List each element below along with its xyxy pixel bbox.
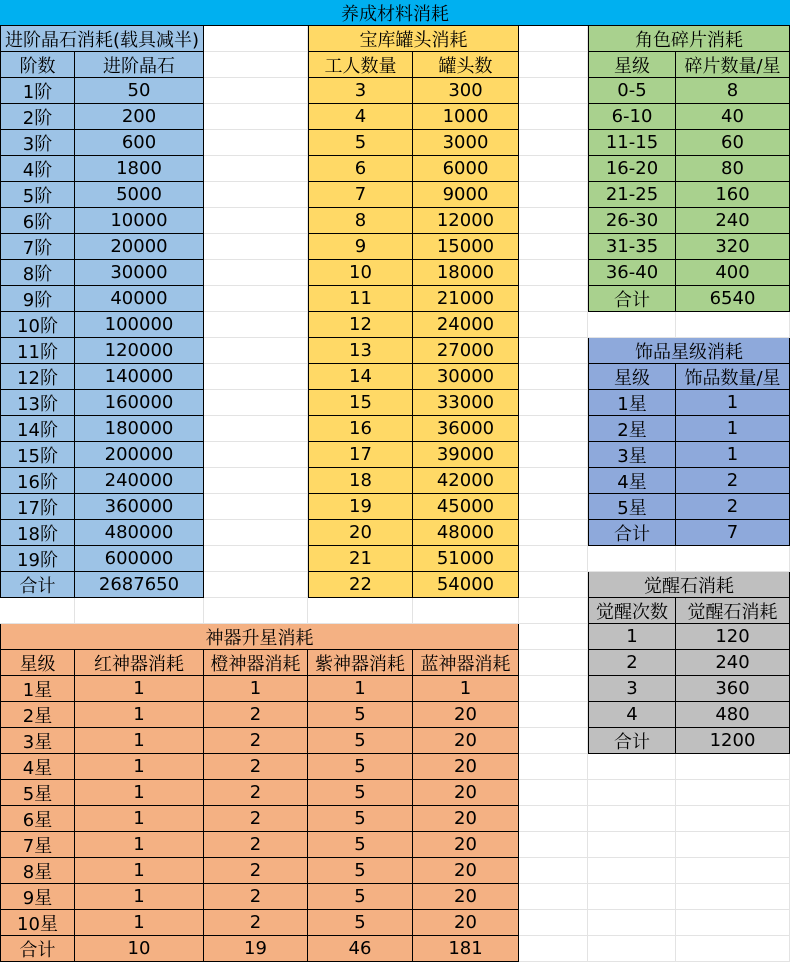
crystal-table-cell[interactable]: 180000 [75,416,204,442]
empty-cell [204,494,308,520]
shards-table-cell[interactable]: 31-35 [588,234,676,260]
crystal-table-cell[interactable]: 360000 [75,494,204,520]
vault-table-cell[interactable]: 36000 [413,416,519,442]
vault-table-cell[interactable]: 42000 [413,468,519,494]
vault-table-cell[interactable]: 6 [308,156,413,182]
empty-cell [519,702,588,728]
artifact-table-cell[interactable]: 20 [413,728,519,754]
empty-cell [204,182,308,208]
artifact-table-cell[interactable]: 2 [204,702,308,728]
artifact-table-cell[interactable]: 1 [75,858,204,884]
empty-cell [588,910,676,936]
awaken-table-cell[interactable]: 240 [676,650,790,676]
crystal-table-cell[interactable]: 15阶 [0,442,75,468]
awaken-table-cell[interactable]: 合计 [588,728,676,754]
awaken-table-header[interactable]: 觉醒石消耗 [676,598,790,624]
artifact-table-cell[interactable]: 5星 [0,780,75,806]
empty-cell [204,156,308,182]
artifact-table-cell[interactable]: 4星 [0,754,75,780]
artifact-table-cell[interactable]: 20 [413,780,519,806]
empty-cell [519,208,588,234]
artifact-table-cell[interactable]: 6星 [0,806,75,832]
crystal-table-title[interactable]: 进阶晶石消耗(载具减半) [0,26,204,52]
vault-table-title[interactable]: 宝库罐头消耗 [308,26,519,52]
crystal-table-cell[interactable]: 3阶 [0,130,75,156]
crystal-table-cell[interactable]: 5000 [75,182,204,208]
empty-cell [676,858,790,884]
vault-table-cell[interactable]: 33000 [413,390,519,416]
vault-table-cell[interactable]: 9 [308,234,413,260]
crystal-table-cell[interactable]: 12阶 [0,364,75,390]
artifact-table-cell[interactable]: 5 [308,728,413,754]
crystal-table-cell[interactable]: 480000 [75,520,204,546]
awaken-table-header[interactable]: 觉醒次数 [588,598,676,624]
empty-cell [519,130,588,156]
crystal-table-cell[interactable]: 20000 [75,234,204,260]
empty-cell [204,468,308,494]
artifact-table-cell[interactable]: 2 [204,806,308,832]
shards-table-cell[interactable]: 160 [676,182,790,208]
shards-table-cell[interactable]: 合计 [588,286,676,312]
shards-table-cell[interactable]: 6-10 [588,104,676,130]
empty-cell [519,156,588,182]
vault-table-cell[interactable]: 16 [308,416,413,442]
empty-cell [519,26,588,52]
crystal-table-cell[interactable]: 14阶 [0,416,75,442]
empty-cell [676,910,790,936]
empty-cell [519,728,588,754]
awaken-table-cell[interactable]: 1200 [676,728,790,754]
vault-table-cell[interactable]: 20 [308,520,413,546]
shards-table-header[interactable]: 星级 [588,52,676,78]
artifact-table-cell[interactable]: 1 [308,676,413,702]
crystal-table-cell[interactable]: 4阶 [0,156,75,182]
shards-table-cell[interactable]: 400 [676,260,790,286]
empty-cell [588,806,676,832]
empty-cell [204,130,308,156]
empty-cell [519,494,588,520]
crystal-table-cell[interactable]: 200 [75,104,204,130]
empty-cell [519,390,588,416]
crystal-table-cell[interactable]: 1800 [75,156,204,182]
accessory-table-cell[interactable]: 2星 [588,416,676,442]
empty-cell [676,936,790,962]
vault-table-cell[interactable]: 18000 [413,260,519,286]
crystal-table-cell[interactable]: 120000 [75,338,204,364]
shards-table-cell[interactable]: 16-20 [588,156,676,182]
artifact-table-cell[interactable]: 1 [75,676,204,702]
crystal-table-cell[interactable]: 合计 [0,572,75,598]
artifact-table-cell[interactable]: 1 [75,910,204,936]
vault-table-cell[interactable]: 4 [308,104,413,130]
artifact-table-cell[interactable]: 46 [308,936,413,962]
empty-cell [519,676,588,702]
empty-cell [676,546,790,572]
empty-cell [519,286,588,312]
crystal-table-cell[interactable]: 18阶 [0,520,75,546]
vault-table-cell[interactable]: 18 [308,468,413,494]
artifact-table-cell[interactable]: 19 [204,936,308,962]
empty-cell [676,780,790,806]
empty-cell [519,910,588,936]
crystal-table-header[interactable]: 阶数 [0,52,75,78]
artifact-table-cell[interactable]: 10星 [0,910,75,936]
empty-cell [519,650,588,676]
crystal-table-cell[interactable]: 240000 [75,468,204,494]
artifact-table-header[interactable]: 蓝神器消耗 [413,650,519,676]
crystal-table-cell[interactable]: 13阶 [0,390,75,416]
empty-cell [676,884,790,910]
empty-cell [676,806,790,832]
empty-cell [204,546,308,572]
empty-cell [519,312,588,338]
empty-cell [519,806,588,832]
empty-cell [519,936,588,962]
empty-cell [519,234,588,260]
empty-cell [519,624,588,650]
artifact-table-title[interactable]: 神器升星消耗 [0,624,519,650]
artifact-table-cell[interactable]: 3星 [0,728,75,754]
vault-table-cell[interactable]: 45000 [413,494,519,520]
empty-cell [676,754,790,780]
empty-cell [204,52,308,78]
crystal-table-cell[interactable]: 100000 [75,312,204,338]
crystal-table-cell[interactable]: 600000 [75,546,204,572]
crystal-table-cell[interactable]: 6阶 [0,208,75,234]
empty-cell [204,598,308,624]
crystal-table-cell[interactable]: 11阶 [0,338,75,364]
artifact-table-cell[interactable]: 1 [75,754,204,780]
shards-table-cell[interactable]: 80 [676,156,790,182]
artifact-table-cell[interactable]: 181 [413,936,519,962]
artifact-table-header[interactable]: 星级 [0,650,75,676]
accessory-table-cell[interactable]: 7 [676,520,790,546]
vault-table-header[interactable]: 罐头数 [413,52,519,78]
shards-table-cell[interactable]: 21-25 [588,182,676,208]
crystal-table-cell[interactable]: 600 [75,130,204,156]
empty-cell [204,234,308,260]
awaken-table-cell[interactable]: 120 [676,624,790,650]
awaken-table-title[interactable]: 觉醒石消耗 [588,572,790,598]
empty-cell [0,598,75,624]
artifact-table-cell[interactable]: 2 [204,728,308,754]
empty-cell [204,312,308,338]
empty-cell [519,598,588,624]
artifact-table-cell[interactable]: 20 [413,832,519,858]
vault-table-cell[interactable]: 7 [308,182,413,208]
vault-table-cell[interactable]: 3000 [413,130,519,156]
empty-cell [204,364,308,390]
accessory-table-cell[interactable]: 1 [676,416,790,442]
crystal-table-cell[interactable]: 50 [75,78,204,104]
artifact-table-cell[interactable]: 2 [204,884,308,910]
crystal-table-cell[interactable]: 19阶 [0,546,75,572]
artifact-table-cell[interactable]: 20 [413,806,519,832]
empty-cell [519,52,588,78]
vault-table-cell[interactable]: 14 [308,364,413,390]
empty-cell [588,858,676,884]
empty-cell [676,832,790,858]
awaken-table-cell[interactable]: 3 [588,676,676,702]
vault-table-cell[interactable]: 48000 [413,520,519,546]
artifact-table-cell[interactable]: 20 [413,702,519,728]
empty-cell [75,598,204,624]
vault-table-cell[interactable]: 27000 [413,338,519,364]
artifact-table-cell[interactable]: 1 [75,806,204,832]
artifact-table-cell[interactable]: 1 [75,832,204,858]
vault-table-cell[interactable]: 8 [308,208,413,234]
accessory-table-cell[interactable]: 5星 [588,494,676,520]
empty-cell [204,26,308,52]
vault-table-cell[interactable]: 30000 [413,364,519,390]
artifact-table-cell[interactable]: 5 [308,754,413,780]
accessory-table-cell[interactable]: 1 [676,390,790,416]
awaken-table-cell[interactable]: 2 [588,650,676,676]
empty-cell [519,338,588,364]
vault-table-cell[interactable]: 6000 [413,156,519,182]
empty-cell [519,442,588,468]
vault-table-header[interactable]: 工人数量 [308,52,413,78]
empty-cell [204,78,308,104]
empty-cell [519,364,588,390]
accessory-table-header[interactable]: 星级 [588,364,676,390]
vault-table-cell[interactable]: 3 [308,78,413,104]
empty-cell [308,598,413,624]
shards-table-cell[interactable]: 320 [676,234,790,260]
accessory-table-cell[interactable]: 2 [676,468,790,494]
artifact-table-cell[interactable]: 1星 [0,676,75,702]
vault-table-cell[interactable]: 15 [308,390,413,416]
empty-cell [588,312,676,338]
shards-table-cell[interactable]: 36-40 [588,260,676,286]
artifact-table-cell[interactable]: 7星 [0,832,75,858]
vault-table-cell[interactable]: 39000 [413,442,519,468]
artifact-table-cell[interactable]: 2 [204,858,308,884]
crystal-table-cell[interactable]: 5阶 [0,182,75,208]
awaken-table-cell[interactable]: 360 [676,676,790,702]
empty-cell [676,312,790,338]
vault-table-cell[interactable]: 1000 [413,104,519,130]
accessory-table-cell[interactable]: 1 [676,442,790,468]
empty-cell [204,208,308,234]
empty-cell [519,858,588,884]
empty-cell [519,520,588,546]
crystal-table-cell[interactable]: 160000 [75,390,204,416]
artifact-table-cell[interactable]: 5 [308,884,413,910]
vault-table-cell[interactable]: 54000 [413,572,519,598]
crystal-table-cell[interactable]: 2687650 [75,572,204,598]
crystal-table-cell[interactable]: 30000 [75,260,204,286]
empty-cell [204,442,308,468]
empty-cell [588,884,676,910]
artifact-table-header[interactable]: 紫神器消耗 [308,650,413,676]
empty-cell [204,260,308,286]
vault-table-cell[interactable]: 13 [308,338,413,364]
crystal-table-cell[interactable]: 200000 [75,442,204,468]
empty-cell [204,520,308,546]
shards-table-cell[interactable]: 8 [676,78,790,104]
shards-table-cell[interactable]: 240 [676,208,790,234]
artifact-table-cell[interactable]: 合计 [0,936,75,962]
empty-cell [519,780,588,806]
artifact-table-cell[interactable]: 5 [308,910,413,936]
vault-table-cell[interactable]: 21 [308,546,413,572]
vault-table-cell[interactable]: 9000 [413,182,519,208]
artifact-table-cell[interactable]: 5 [308,832,413,858]
crystal-table-cell[interactable]: 8阶 [0,260,75,286]
empty-cell [519,884,588,910]
artifact-table-cell[interactable]: 20 [413,858,519,884]
sheet-banner[interactable]: 养成材料消耗 [0,0,790,26]
crystal-table-cell[interactable]: 10阶 [0,312,75,338]
artifact-table-cell[interactable]: 1 [204,676,308,702]
artifact-table-cell[interactable]: 20 [413,754,519,780]
vault-table-cell[interactable]: 19 [308,494,413,520]
empty-cell [519,546,588,572]
artifact-table-cell[interactable]: 1 [75,884,204,910]
crystal-table-cell[interactable]: 7阶 [0,234,75,260]
vault-table-cell[interactable]: 51000 [413,546,519,572]
empty-cell [588,832,676,858]
crystal-table-cell[interactable]: 140000 [75,364,204,390]
crystal-table-cell[interactable]: 17阶 [0,494,75,520]
shards-table-cell[interactable]: 40 [676,104,790,130]
vault-table-cell[interactable]: 11 [308,286,413,312]
empty-cell [519,754,588,780]
artifact-table-cell[interactable]: 5 [308,806,413,832]
artifact-table-cell[interactable]: 2 [204,832,308,858]
shards-table-cell[interactable]: 0-5 [588,78,676,104]
shards-table-cell[interactable]: 26-30 [588,208,676,234]
empty-cell [588,546,676,572]
empty-cell [204,572,308,598]
empty-cell [588,754,676,780]
artifact-table-cell[interactable]: 1 [75,728,204,754]
empty-cell [519,182,588,208]
artifact-table-cell[interactable]: 20 [413,884,519,910]
vault-table-cell[interactable]: 12000 [413,208,519,234]
artifact-table-cell[interactable]: 2星 [0,702,75,728]
empty-cell [204,390,308,416]
empty-cell [588,936,676,962]
empty-cell [413,598,519,624]
crystal-table-cell[interactable]: 2阶 [0,104,75,130]
artifact-table-cell[interactable]: 5 [308,858,413,884]
empty-cell [519,78,588,104]
accessory-table-cell[interactable]: 3星 [588,442,676,468]
empty-cell [519,260,588,286]
empty-cell [519,104,588,130]
crystal-table-cell[interactable]: 9阶 [0,286,75,312]
accessory-table-title[interactable]: 饰品星级消耗 [588,338,790,364]
empty-cell [204,286,308,312]
artifact-table-header[interactable]: 橙神器消耗 [204,650,308,676]
artifact-table-cell[interactable]: 2 [204,754,308,780]
artifact-table-cell[interactable]: 5 [308,780,413,806]
vault-table-cell[interactable]: 5 [308,130,413,156]
crystal-table-cell[interactable]: 1阶 [0,78,75,104]
artifact-table-cell[interactable]: 1 [413,676,519,702]
artifact-table-cell[interactable]: 1 [75,780,204,806]
artifact-table-cell[interactable]: 10 [75,936,204,962]
crystal-table-cell[interactable]: 16阶 [0,468,75,494]
empty-cell [519,468,588,494]
accessory-table-cell[interactable]: 4星 [588,468,676,494]
empty-cell [204,338,308,364]
empty-cell [204,104,308,130]
empty-cell [588,780,676,806]
empty-cell [519,416,588,442]
vault-table-cell[interactable]: 10 [308,260,413,286]
vault-table-cell[interactable]: 24000 [413,312,519,338]
empty-cell [519,832,588,858]
artifact-table-cell[interactable]: 5 [308,702,413,728]
crystal-table-header[interactable]: 进阶晶石 [75,52,204,78]
empty-cell [204,416,308,442]
artifact-table-cell[interactable]: 8星 [0,858,75,884]
artifact-table-header[interactable]: 红神器消耗 [75,650,204,676]
shards-table-title[interactable]: 角色碎片消耗 [588,26,790,52]
vault-table-cell[interactable]: 21000 [413,286,519,312]
shards-table-cell[interactable]: 6540 [676,286,790,312]
vault-table-cell[interactable]: 12 [308,312,413,338]
vault-table-cell[interactable]: 17 [308,442,413,468]
awaken-table-cell[interactable]: 4 [588,702,676,728]
awaken-table-cell[interactable]: 1 [588,624,676,650]
accessory-table-header[interactable]: 饰品数量/星 [676,364,790,390]
accessory-table-cell[interactable]: 合计 [588,520,676,546]
crystal-table-cell[interactable]: 40000 [75,286,204,312]
artifact-table-cell[interactable]: 2 [204,910,308,936]
shards-table-cell[interactable]: 11-15 [588,130,676,156]
vault-table-cell[interactable]: 22 [308,572,413,598]
vault-table-cell[interactable]: 15000 [413,234,519,260]
awaken-table-cell[interactable]: 480 [676,702,790,728]
crystal-table-cell[interactable]: 10000 [75,208,204,234]
accessory-table-cell[interactable]: 1星 [588,390,676,416]
artifact-table-cell[interactable]: 9星 [0,884,75,910]
vault-table-cell[interactable]: 300 [413,78,519,104]
artifact-table-cell[interactable]: 1 [75,702,204,728]
shards-table-header[interactable]: 碎片数量/星 [676,52,790,78]
artifact-table-cell[interactable]: 20 [413,910,519,936]
shards-table-cell[interactable]: 60 [676,130,790,156]
artifact-table-cell[interactable]: 2 [204,780,308,806]
accessory-table-cell[interactable]: 2 [676,494,790,520]
empty-cell [519,572,588,598]
